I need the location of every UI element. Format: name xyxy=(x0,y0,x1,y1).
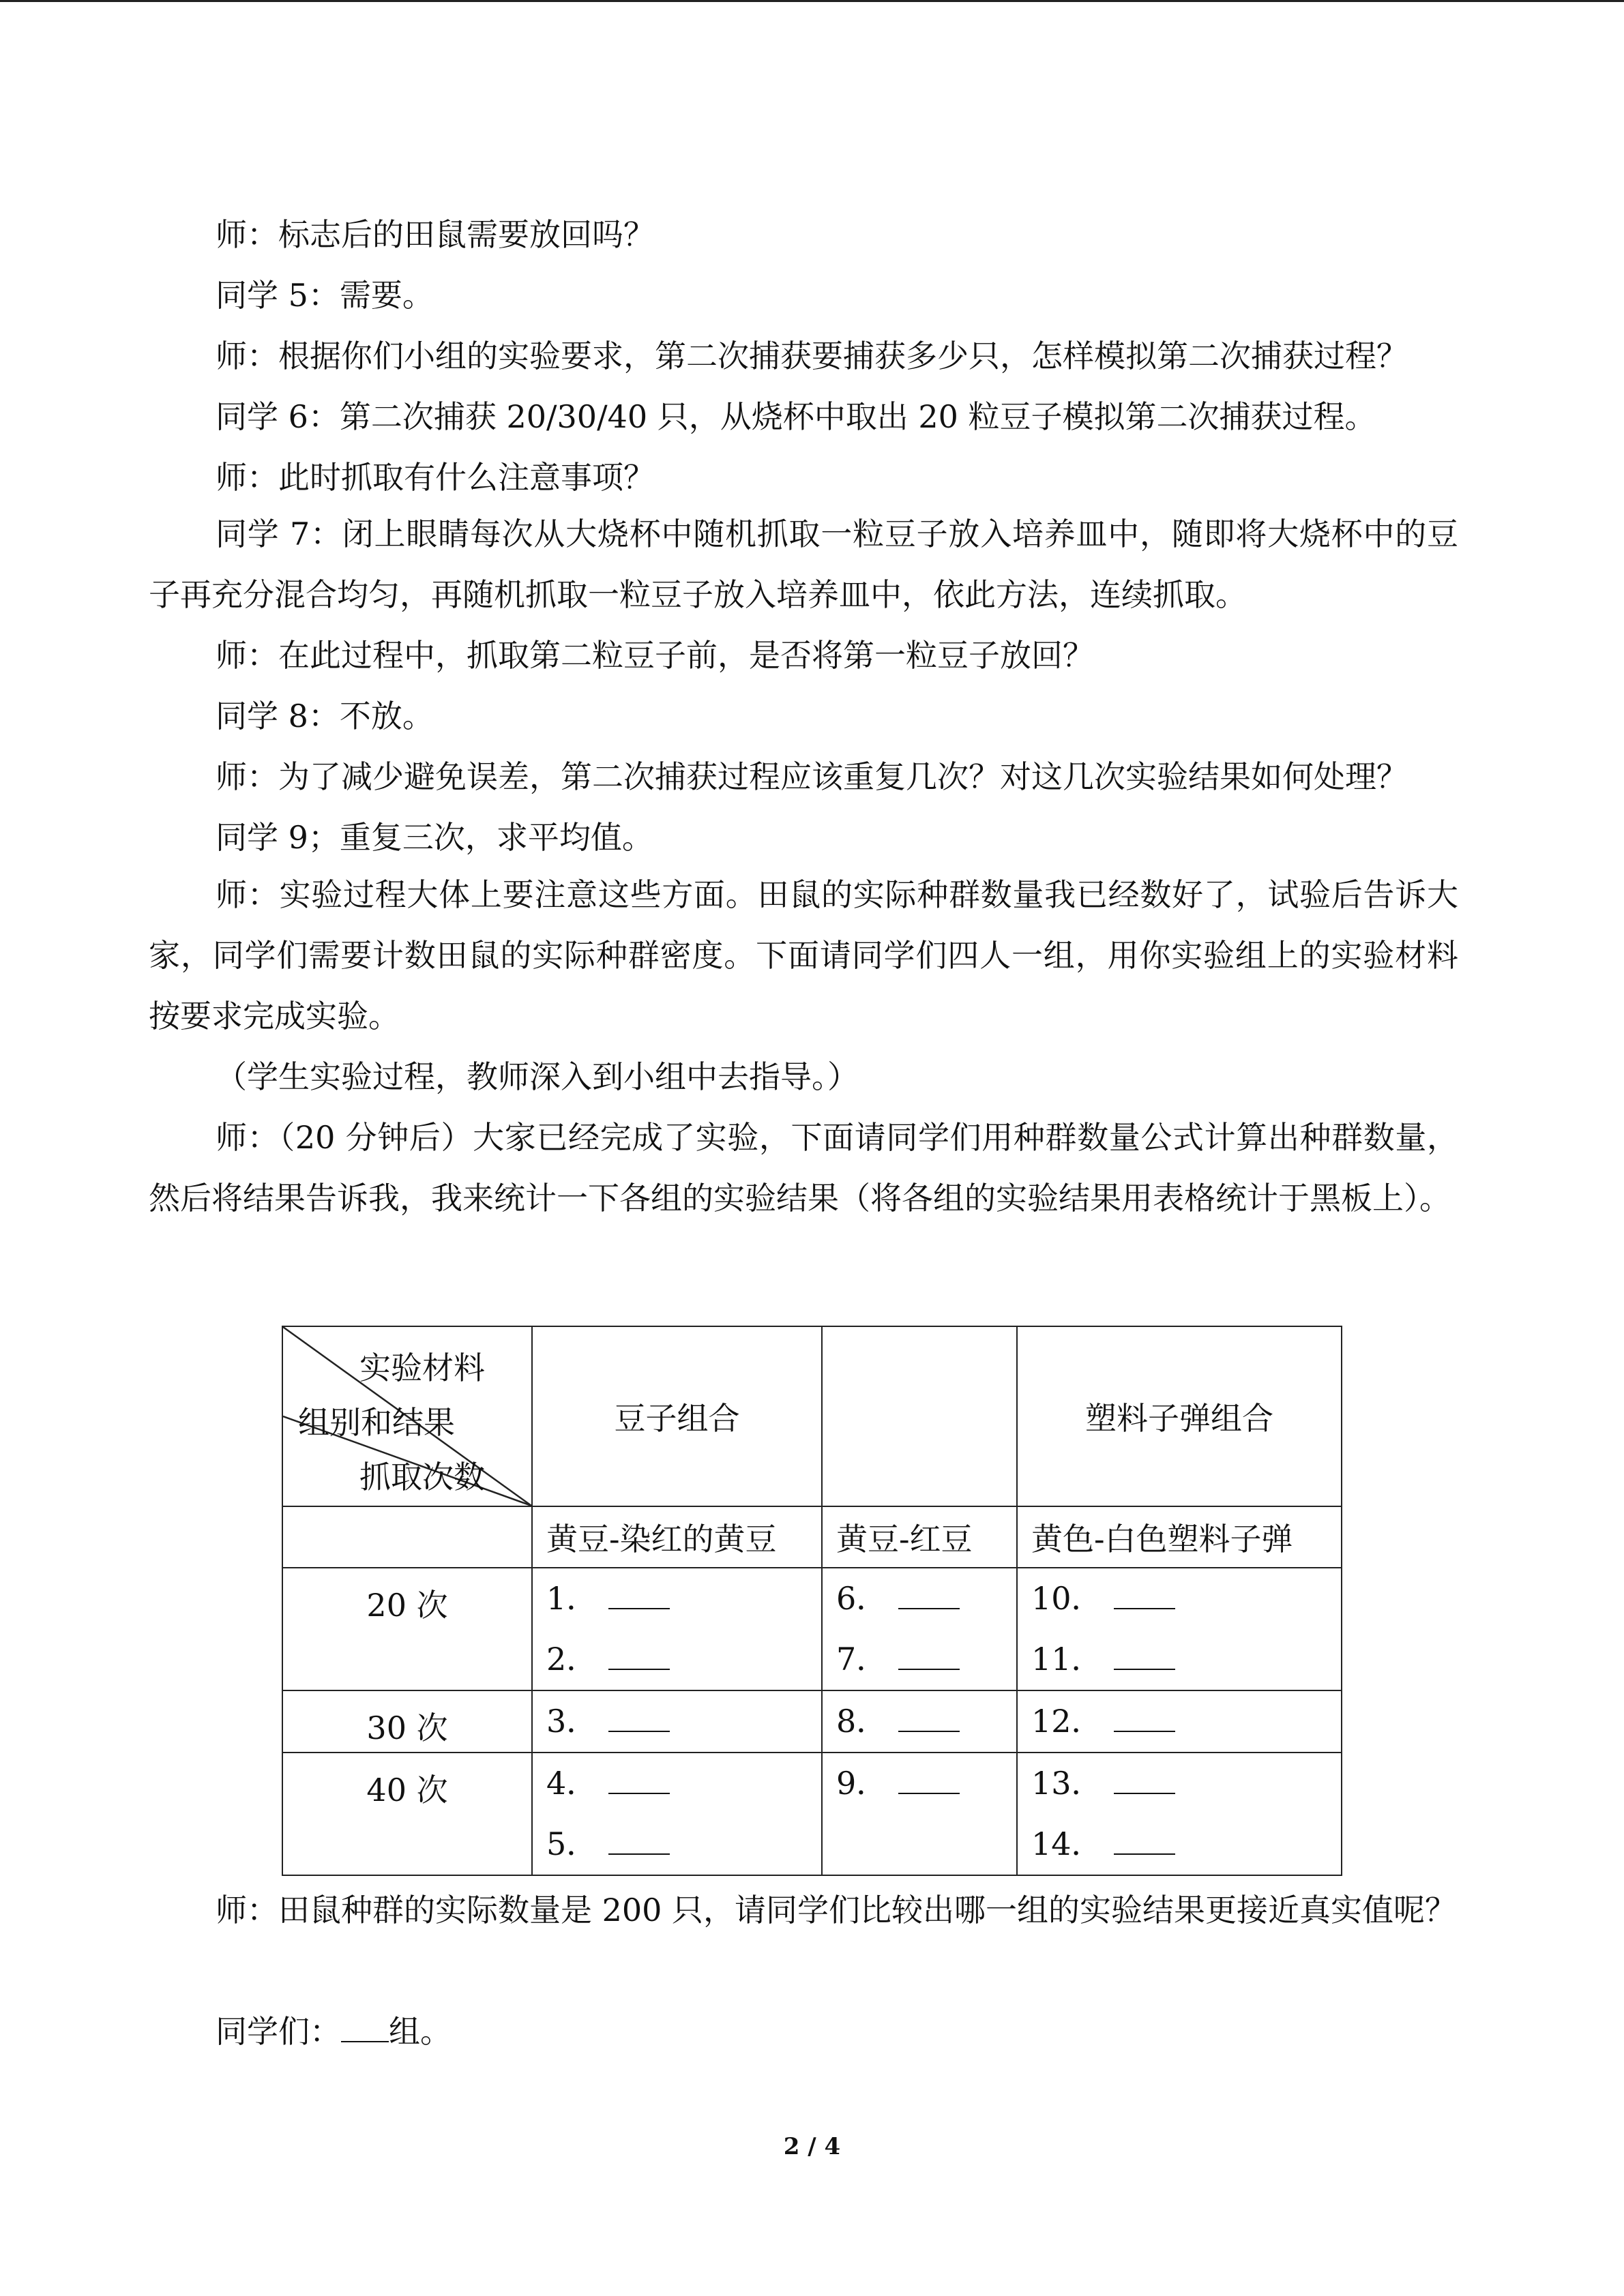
cell-20-beans xyxy=(532,1568,822,1690)
paragraph-8: 同学 8：不放。 xyxy=(216,698,434,734)
subhead-soy-red-bean: 黄豆-红豆 xyxy=(822,1506,1017,1568)
results-table xyxy=(282,1326,1342,1876)
students-answer-line xyxy=(149,2001,1458,2062)
cell-30-beans xyxy=(532,1690,822,1753)
table-entry: 1． xyxy=(546,1568,821,1629)
paragraph-3: 师：根据你们小组的实验要求，第二次捕获要捕获多少只，怎样模拟第二次捕获过程？ xyxy=(216,338,1408,374)
col-head-plastic: 塑料子弹组合 xyxy=(1017,1326,1342,1506)
answer-blank[interactable] xyxy=(608,1635,670,1670)
answer-blank[interactable] xyxy=(341,2007,389,2042)
table-entry: 3． xyxy=(546,1691,821,1752)
answer-blank[interactable] xyxy=(1114,1819,1175,1855)
paragraph-12: （学生实验过程，教师深入到小组中去指导。） xyxy=(216,1058,859,1095)
answer-suffix: 组。 xyxy=(389,2013,452,2050)
page-number: 2 / 4 xyxy=(783,2133,841,2160)
table-entry: 11． xyxy=(1031,1629,1341,1690)
table-entry: 13． xyxy=(1031,1753,1341,1814)
diagonal-header-cell xyxy=(282,1326,532,1506)
table-entry: 4． xyxy=(546,1753,821,1814)
table-header-row xyxy=(282,1326,1342,1506)
cell-20-plastic xyxy=(1017,1568,1342,1690)
paragraph-7: 师：在此过程中，抓取第二粒豆子前，是否将第一粒豆子放回？ xyxy=(216,637,1094,674)
table-row xyxy=(282,1753,1342,1875)
table-entry: 9． xyxy=(836,1753,1016,1814)
table-entry: 8． xyxy=(836,1691,1016,1752)
answer-blank[interactable] xyxy=(1114,1574,1175,1609)
col-head-beans: 豆子组合 xyxy=(532,1326,822,1506)
paragraph-5: 师：此时抓取有什么注意事项？ xyxy=(216,459,655,496)
table-subheader-row xyxy=(282,1506,1342,1568)
table-entry: 5． xyxy=(546,1814,821,1875)
answer-blank[interactable] xyxy=(608,1574,670,1609)
cell-30-redbean xyxy=(822,1690,1017,1753)
answer-blank[interactable] xyxy=(1114,1759,1175,1794)
table-entry: 2． xyxy=(546,1629,821,1690)
paragraph-1: 师：标志后的田鼠需要放回吗？ xyxy=(216,216,655,253)
table-row xyxy=(282,1690,1342,1753)
paragraph-10: 同学 9；重复三次，求平均值。 xyxy=(216,819,653,856)
cell-30-plastic xyxy=(1017,1690,1342,1753)
answer-prefix: 同学们： xyxy=(216,2013,341,2050)
table-entry: 7． xyxy=(836,1629,1016,1690)
paragraph-2: 同学 5：需要。 xyxy=(216,277,434,314)
table-row xyxy=(282,1568,1342,1690)
subhead-soy-red-soy: 黄豆-染红的黄豆 xyxy=(532,1506,822,1568)
row-label-20: 20 次 xyxy=(282,1568,532,1690)
row-label-30: 30 次 xyxy=(282,1690,532,1753)
answer-blank[interactable] xyxy=(898,1574,960,1609)
cell-40-beans xyxy=(532,1753,822,1875)
answer-blank[interactable] xyxy=(608,1697,670,1732)
paragraph-4: 同学 6：第二次捕获 20/30/40 只，从烧杯中取出 20 粒豆子模拟第二次捕获过程。 xyxy=(216,398,1376,435)
answer-blank[interactable] xyxy=(1114,1635,1175,1670)
cell-40-plastic xyxy=(1017,1753,1342,1875)
answer-blank[interactable] xyxy=(1114,1697,1175,1732)
answer-blank[interactable] xyxy=(608,1819,670,1855)
paragraph-6: 同学 7：闭上眼睛每次从大烧杯中随机抓取一粒豆子放入培养皿中，随即将大烧杯中的豆子再充分混合均匀，再随机抓取一粒豆子放入培养皿中，依此方法，连续抓取。 xyxy=(149,516,1458,613)
answer-blank[interactable] xyxy=(608,1759,670,1794)
table-entry: 12． xyxy=(1031,1691,1341,1752)
answer-blank[interactable] xyxy=(898,1635,960,1670)
answer-blank[interactable] xyxy=(898,1697,960,1732)
diag-label-group: 组别和结果 xyxy=(298,1404,455,1441)
cell-40-redbean xyxy=(822,1753,1017,1875)
row-label-40: 40 次 xyxy=(282,1753,532,1875)
table-entry: 14． xyxy=(1031,1814,1341,1875)
col-head-empty xyxy=(822,1326,1017,1506)
table-entry: 6． xyxy=(836,1568,1016,1629)
paragraph-13: 师：（20 分钟后）大家已经完成了实验，下面请同学们用种群数量公式计算出种群数量，然后将结果告诉我，我来统计一下各组的实验结果（将各组的实验结果用表格统计于黑板上）。 xyxy=(149,1119,1458,1217)
diag-label-material: 实验材料 xyxy=(359,1350,485,1386)
answer-blank[interactable] xyxy=(898,1759,960,1794)
cell-20-redbean xyxy=(822,1568,1017,1690)
subheader-empty-cell xyxy=(282,1506,532,1568)
paragraph-11: 师：实验过程大体上要注意这些方面。田鼠的实际种群数量我已经数好了，试验后告诉大家，同学们需要计数田鼠的实际种群密度。下面请同学们四人一组，用你实验组上的实验材料按要求完成实验。 xyxy=(149,876,1458,1034)
paragraph-9: 师：为了减少避免误差，第二次捕获过程应该重复几次？对这几次实验结果如何处理？ xyxy=(216,758,1408,795)
diag-label-count: 抓取次数 xyxy=(359,1459,485,1495)
table-entry: 10． xyxy=(1031,1568,1341,1629)
subhead-plastic: 黄色-白色塑料子弹 xyxy=(1017,1506,1342,1568)
paragraph-after-table: 师：田鼠种群的实际数量是 200 只，请同学们比较出哪一组的实验结果更接近真实值呢？ xyxy=(216,1892,1457,1928)
